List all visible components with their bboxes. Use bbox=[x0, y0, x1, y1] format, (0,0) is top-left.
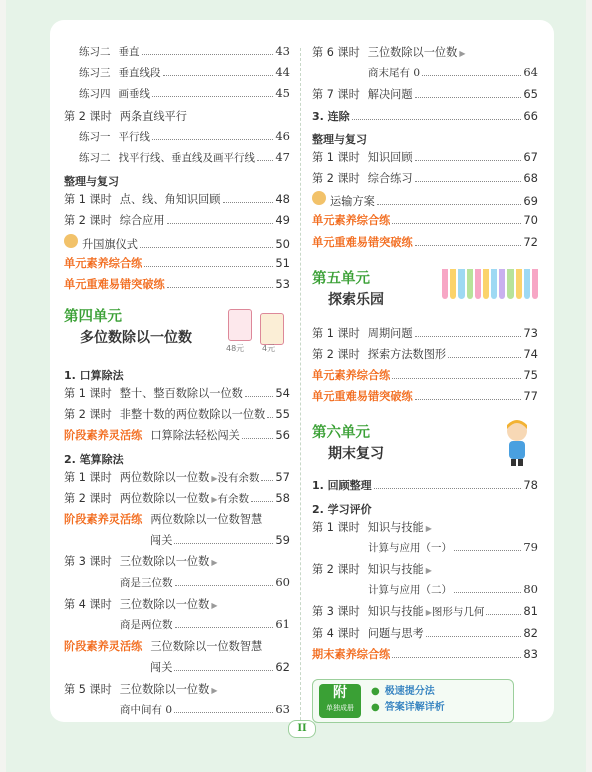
triangle-right-icon: ▶ bbox=[425, 608, 432, 618]
page-number: 70 bbox=[523, 213, 538, 228]
leader-dots bbox=[142, 54, 274, 55]
appendix-item-label: 答案详解详析 bbox=[384, 701, 445, 713]
page-number: 68 bbox=[523, 170, 538, 185]
toc-entry[interactable] bbox=[312, 646, 538, 667]
toc-entry-continued[interactable] bbox=[64, 575, 290, 596]
toc-entry[interactable] bbox=[64, 427, 290, 448]
toc-entry[interactable] bbox=[64, 212, 290, 233]
triangle-right-icon: ▶ bbox=[425, 566, 432, 575]
toc-entry[interactable] bbox=[64, 511, 290, 532]
toc-entry[interactable] bbox=[312, 367, 538, 388]
unit-4-header bbox=[64, 307, 290, 365]
rainbow-ribbon-icon bbox=[442, 269, 538, 299]
page-number: 49 bbox=[275, 213, 290, 228]
page-number: 58 bbox=[275, 490, 290, 505]
toc-entry[interactable] bbox=[312, 603, 538, 624]
page-number: 46 bbox=[275, 128, 290, 143]
leader-dots bbox=[454, 592, 521, 593]
entry-title: 1. 回顾整理 bbox=[312, 479, 372, 493]
leader-dots bbox=[167, 287, 274, 288]
entry-title: 两位数除以一位数 bbox=[119, 491, 210, 505]
appendix-tag bbox=[319, 684, 361, 718]
toc-entry[interactable] bbox=[312, 519, 538, 540]
appendix-tag-label: 附 bbox=[333, 684, 347, 701]
entry-title: 知识与技能 bbox=[367, 605, 424, 619]
toc-entry[interactable] bbox=[312, 212, 538, 233]
entry-title: 知识回顾 bbox=[367, 150, 413, 164]
page-number: 63 bbox=[275, 701, 290, 716]
toc-entry[interactable] bbox=[312, 561, 538, 582]
triangle-right-icon: ▶ bbox=[459, 49, 466, 58]
entry-label: 练习四 bbox=[79, 88, 111, 101]
toc-entry[interactable] bbox=[64, 86, 290, 107]
page-number: 74 bbox=[523, 346, 538, 361]
toc-entry-continued[interactable] bbox=[64, 617, 290, 638]
leader-dots bbox=[392, 657, 521, 658]
leader-dots bbox=[415, 399, 522, 400]
toc-entry[interactable] bbox=[312, 191, 538, 212]
triangle-right-icon: ▶ bbox=[211, 600, 218, 610]
appendix-tag-sub: 单独成册 bbox=[326, 703, 354, 712]
leader-dots bbox=[392, 378, 521, 379]
toc-entry[interactable] bbox=[64, 385, 290, 406]
unit-title: 第五单元 bbox=[312, 270, 370, 287]
entry-title: 运输方案 bbox=[330, 195, 375, 209]
entry-label: 第 2 课时 bbox=[312, 347, 360, 361]
entry-title: 商末尾有 0 bbox=[368, 67, 421, 80]
toc-entry[interactable] bbox=[312, 149, 538, 170]
entry-title: 两位数除以一位数智慧 bbox=[150, 513, 263, 526]
entry-label: 阶段素养灵活练 bbox=[64, 513, 143, 526]
entry-label: 第 2 课时 bbox=[312, 563, 360, 576]
leader-dots bbox=[257, 160, 273, 161]
appendix-item-label: 极速提分法 bbox=[384, 685, 435, 697]
toc-entry[interactable] bbox=[64, 596, 290, 617]
appendix-item[interactable] bbox=[371, 700, 445, 716]
entry-label: 第 1 课时 bbox=[312, 150, 360, 164]
section-heading: 整理与复习 bbox=[64, 175, 119, 189]
toc-entry-continued[interactable] bbox=[312, 65, 538, 86]
leader-dots bbox=[152, 139, 273, 140]
toc-entry[interactable] bbox=[64, 469, 290, 490]
bullet-icon: ● bbox=[371, 685, 380, 697]
page-number: 77 bbox=[523, 389, 538, 404]
product-jar-icon bbox=[260, 313, 284, 345]
unit-title: 第六单元 bbox=[312, 425, 370, 442]
entry-title: 计算与应用（一） bbox=[368, 541, 452, 554]
toc-entry[interactable] bbox=[64, 191, 290, 212]
page-number: 47 bbox=[275, 149, 290, 164]
page-number: 62 bbox=[275, 660, 290, 675]
entry-label: 练习二 bbox=[79, 151, 111, 164]
leader-dots bbox=[374, 488, 522, 489]
unit-5-header bbox=[312, 269, 538, 325]
entry-label: 第 2 课时 bbox=[64, 214, 112, 228]
page-number: 75 bbox=[523, 368, 538, 383]
toc-entry-continued[interactable] bbox=[312, 582, 538, 603]
entry-title: 3. 连除 bbox=[312, 109, 350, 123]
leader-dots bbox=[163, 75, 274, 76]
page-number: 66 bbox=[523, 108, 538, 123]
entry-title: 点、线、角知识回顾 bbox=[119, 193, 221, 207]
entry-label: 练习一 bbox=[79, 130, 111, 143]
leader-dots bbox=[415, 181, 522, 182]
leader-dots bbox=[245, 396, 273, 397]
unit-title: 第四单元 bbox=[64, 309, 122, 326]
toc-entry[interactable] bbox=[312, 108, 538, 129]
leader-dots bbox=[174, 670, 273, 671]
toc-entry[interactable] bbox=[64, 406, 290, 427]
toc-entry[interactable] bbox=[64, 108, 290, 129]
leader-dots bbox=[448, 357, 521, 358]
leader-dots bbox=[415, 245, 522, 246]
unit-subtitle: 期末复习 bbox=[328, 446, 384, 463]
entry-label: 第 4 课时 bbox=[64, 597, 112, 611]
toc-entry[interactable] bbox=[312, 346, 538, 367]
appendix-items bbox=[371, 684, 445, 716]
page-number: 61 bbox=[275, 616, 290, 631]
entry-title: 平行线 bbox=[118, 130, 150, 143]
toc-entry[interactable] bbox=[64, 490, 290, 511]
unit-6-header bbox=[312, 423, 538, 477]
entry-label: 第 2 课时 bbox=[64, 491, 112, 505]
page-number: 67 bbox=[523, 149, 538, 164]
entry-label: 练习二 bbox=[79, 46, 111, 58]
leader-dots bbox=[426, 636, 522, 637]
page-number: 80 bbox=[523, 582, 538, 597]
entry-title: 垂直 bbox=[118, 46, 140, 58]
toc-entry[interactable] bbox=[64, 553, 290, 574]
triangle-right-icon: ▶ bbox=[211, 494, 218, 504]
appendix-box bbox=[312, 679, 514, 723]
entry-title: 升国旗仪式 bbox=[82, 237, 138, 251]
toc-entry[interactable] bbox=[64, 681, 290, 702]
leader-dots bbox=[174, 543, 273, 544]
leader-dots bbox=[167, 223, 274, 224]
child-face-icon bbox=[64, 234, 78, 248]
entry-label: 第 7 课时 bbox=[312, 88, 360, 102]
toc-entry[interactable] bbox=[312, 86, 538, 107]
leader-dots bbox=[261, 480, 273, 481]
toc-entry[interactable] bbox=[64, 65, 290, 86]
page-number: 72 bbox=[523, 234, 538, 249]
column-divider bbox=[300, 48, 301, 720]
entry-title: 三位数除以一位数 bbox=[367, 46, 458, 59]
page-number: 73 bbox=[523, 325, 538, 340]
entry-label: 练习三 bbox=[79, 67, 111, 80]
toc-entry[interactable] bbox=[64, 129, 290, 150]
page-number: 79 bbox=[523, 539, 538, 554]
page-number: 78 bbox=[523, 478, 538, 493]
entry-title: 垂直线段 bbox=[118, 67, 161, 80]
page-number: 45 bbox=[275, 86, 290, 101]
toc-entry[interactable] bbox=[312, 625, 538, 646]
page-number: 56 bbox=[275, 428, 290, 443]
leader-dots bbox=[140, 247, 273, 248]
product-box-icon bbox=[228, 309, 252, 341]
leader-dots bbox=[242, 438, 274, 439]
entry-title: 两位数除以一位数 bbox=[119, 470, 210, 484]
leader-dots bbox=[415, 97, 522, 98]
student-cartoon-icon bbox=[502, 417, 532, 467]
toc-entry[interactable] bbox=[312, 388, 538, 409]
toc-left-column bbox=[64, 44, 290, 723]
leader-dots bbox=[415, 336, 522, 337]
leader-dots bbox=[144, 266, 273, 267]
appendix-item[interactable] bbox=[371, 684, 445, 700]
page-number: 53 bbox=[275, 276, 290, 291]
entry-title: 综合应用 bbox=[119, 214, 165, 228]
entry-title: 知识与技能 bbox=[367, 563, 424, 576]
entry-label: 第 2 课时 bbox=[312, 171, 360, 185]
page-number: 64 bbox=[523, 65, 538, 80]
entry-label: 阶段素养灵活练 bbox=[64, 640, 143, 654]
entry-title: 商是三位数 bbox=[120, 576, 173, 589]
toc-entry-continued[interactable] bbox=[64, 532, 290, 553]
toc-right-column bbox=[312, 44, 538, 723]
toc-entry[interactable] bbox=[312, 325, 538, 346]
page bbox=[6, 0, 586, 772]
price-label: 4元 bbox=[262, 344, 276, 354]
entry-title: 非整十数的两位数除以一位数 bbox=[119, 408, 266, 422]
page-number: 60 bbox=[275, 574, 290, 589]
entry-title: 单元素养综合练 bbox=[312, 214, 391, 228]
entry-label: 第 3 课时 bbox=[64, 555, 112, 569]
entry-title: 三位数除以一位数 bbox=[119, 682, 210, 696]
leader-dots bbox=[377, 204, 522, 205]
section-heading: 整理与复习 bbox=[312, 132, 367, 146]
section-heading: 1. 口算除法 bbox=[64, 369, 124, 383]
entry-title: 知识与技能 bbox=[367, 520, 424, 534]
entry-label: 第 5 课时 bbox=[64, 682, 112, 696]
toc-entry[interactable] bbox=[64, 150, 290, 171]
section-heading: 2. 笔算除法 bbox=[64, 452, 124, 466]
toc-entry[interactable] bbox=[64, 44, 290, 65]
leader-dots bbox=[223, 202, 274, 203]
entry-title: 探索方法数图形 bbox=[367, 347, 447, 361]
entry-title: 解决问题 bbox=[367, 88, 413, 102]
page-number: 55 bbox=[275, 407, 290, 422]
entry-title: 问题与思考 bbox=[367, 626, 424, 640]
entry-note: 图形与几何 bbox=[431, 606, 485, 619]
page-number: 50 bbox=[275, 236, 290, 251]
leader-dots bbox=[486, 614, 521, 615]
page-number: 51 bbox=[275, 255, 290, 270]
triangle-right-icon: ▶ bbox=[425, 523, 432, 533]
entry-label: 第 2 课时 bbox=[64, 408, 112, 422]
entry-label: 第 1 课时 bbox=[312, 326, 360, 340]
triangle-right-icon: ▶ bbox=[211, 558, 218, 568]
toc-entry[interactable] bbox=[64, 255, 290, 276]
entry-title: 周期问题 bbox=[367, 326, 413, 340]
triangle-right-icon: ▶ bbox=[211, 473, 218, 483]
price-label: 48元 bbox=[226, 344, 245, 354]
entry-title: 闯关 bbox=[150, 534, 173, 548]
unit-subtitle: 多位数除以一位数 bbox=[80, 330, 192, 347]
entry-label: 第 4 课时 bbox=[312, 626, 360, 640]
toc-entry[interactable] bbox=[312, 44, 538, 65]
unit-subtitle: 探索乐园 bbox=[328, 291, 384, 308]
page-number: 57 bbox=[275, 469, 290, 484]
toc-entry-continued[interactable] bbox=[64, 702, 290, 723]
entry-title: 单元重难易错突破练 bbox=[64, 277, 165, 291]
entry-title: 计算与应用（二） bbox=[368, 584, 452, 597]
entry-label: 第 3 课时 bbox=[312, 605, 360, 619]
leader-dots bbox=[392, 223, 521, 224]
leader-dots bbox=[415, 160, 522, 161]
entry-title: 口算除法轻松闯关 bbox=[150, 429, 240, 443]
leader-dots bbox=[267, 417, 273, 418]
entry-title: 三位数除以一位数 bbox=[119, 597, 210, 611]
entry-label: 阶段素养灵活练 bbox=[64, 429, 143, 443]
toc-entry[interactable] bbox=[312, 477, 538, 498]
entry-label: 第 6 课时 bbox=[312, 46, 360, 59]
page-number: 82 bbox=[523, 625, 538, 640]
entry-title: 找平行线、垂直线及画平行线 bbox=[118, 151, 255, 164]
entry-title: 单元重难易错突破练 bbox=[312, 390, 413, 404]
toc-entry-continued[interactable] bbox=[312, 540, 538, 561]
entry-label: 第 1 课时 bbox=[64, 387, 112, 401]
entry-label: 第 1 课时 bbox=[64, 470, 112, 484]
page-number: 48 bbox=[275, 192, 290, 207]
leader-dots bbox=[251, 501, 273, 502]
entry-title: 单元素养综合练 bbox=[312, 369, 391, 383]
toc-entry[interactable] bbox=[64, 276, 290, 297]
section-heading: 2. 学习评价 bbox=[312, 502, 372, 516]
toc-entry-continued[interactable] bbox=[64, 659, 290, 680]
entry-title: 画垂线 bbox=[118, 88, 150, 101]
page-number: 54 bbox=[275, 386, 290, 401]
page-number: 69 bbox=[523, 194, 538, 209]
entry-title: 商中间有 0 bbox=[120, 703, 173, 716]
toc-entry[interactable] bbox=[64, 638, 290, 659]
entry-title: 闯关 bbox=[150, 661, 173, 675]
leader-dots bbox=[352, 119, 522, 120]
page-number-badge: II bbox=[288, 720, 316, 738]
triangle-right-icon: ▶ bbox=[211, 685, 218, 695]
leader-dots bbox=[175, 585, 274, 586]
leader-dots bbox=[152, 96, 273, 97]
child-face-icon bbox=[312, 191, 326, 205]
leader-dots bbox=[422, 75, 521, 76]
entry-title: 三位数除以一位数 bbox=[119, 555, 210, 569]
entry-title: 三位数除以一位数智慧 bbox=[150, 640, 263, 654]
entry-title: 期末素养综合练 bbox=[312, 647, 391, 661]
entry-label: 第 1 课时 bbox=[312, 520, 360, 534]
page-number: 65 bbox=[523, 87, 538, 102]
bullet-icon: ● bbox=[371, 701, 380, 713]
entry-title: 两条直线平行 bbox=[119, 109, 187, 123]
leader-dots bbox=[174, 712, 273, 713]
entry-title: 整十、整百数除以一位数 bbox=[119, 387, 243, 401]
entry-label: 第 1 课时 bbox=[64, 193, 112, 207]
entry-note: 没有余数 bbox=[217, 471, 260, 484]
entry-note: 有余数 bbox=[217, 492, 249, 505]
page-number: 81 bbox=[523, 604, 538, 619]
toc-entry[interactable] bbox=[312, 170, 538, 191]
toc-entry[interactable] bbox=[312, 234, 538, 255]
entry-title: 商是两位数 bbox=[120, 618, 173, 631]
leader-dots bbox=[454, 550, 521, 551]
entry-label: 第 2 课时 bbox=[64, 109, 112, 123]
entry-title: 单元素养综合练 bbox=[64, 256, 143, 270]
entry-title: 单元重难易错突破练 bbox=[312, 235, 413, 249]
page-number: 44 bbox=[275, 65, 290, 80]
page-number: 83 bbox=[523, 646, 538, 661]
page-number: 43 bbox=[275, 44, 290, 58]
leader-dots bbox=[175, 627, 274, 628]
entry-title: 综合练习 bbox=[367, 171, 413, 185]
page-number: 59 bbox=[275, 533, 290, 548]
toc-sheet bbox=[50, 20, 554, 722]
toc-entry[interactable] bbox=[64, 234, 290, 255]
